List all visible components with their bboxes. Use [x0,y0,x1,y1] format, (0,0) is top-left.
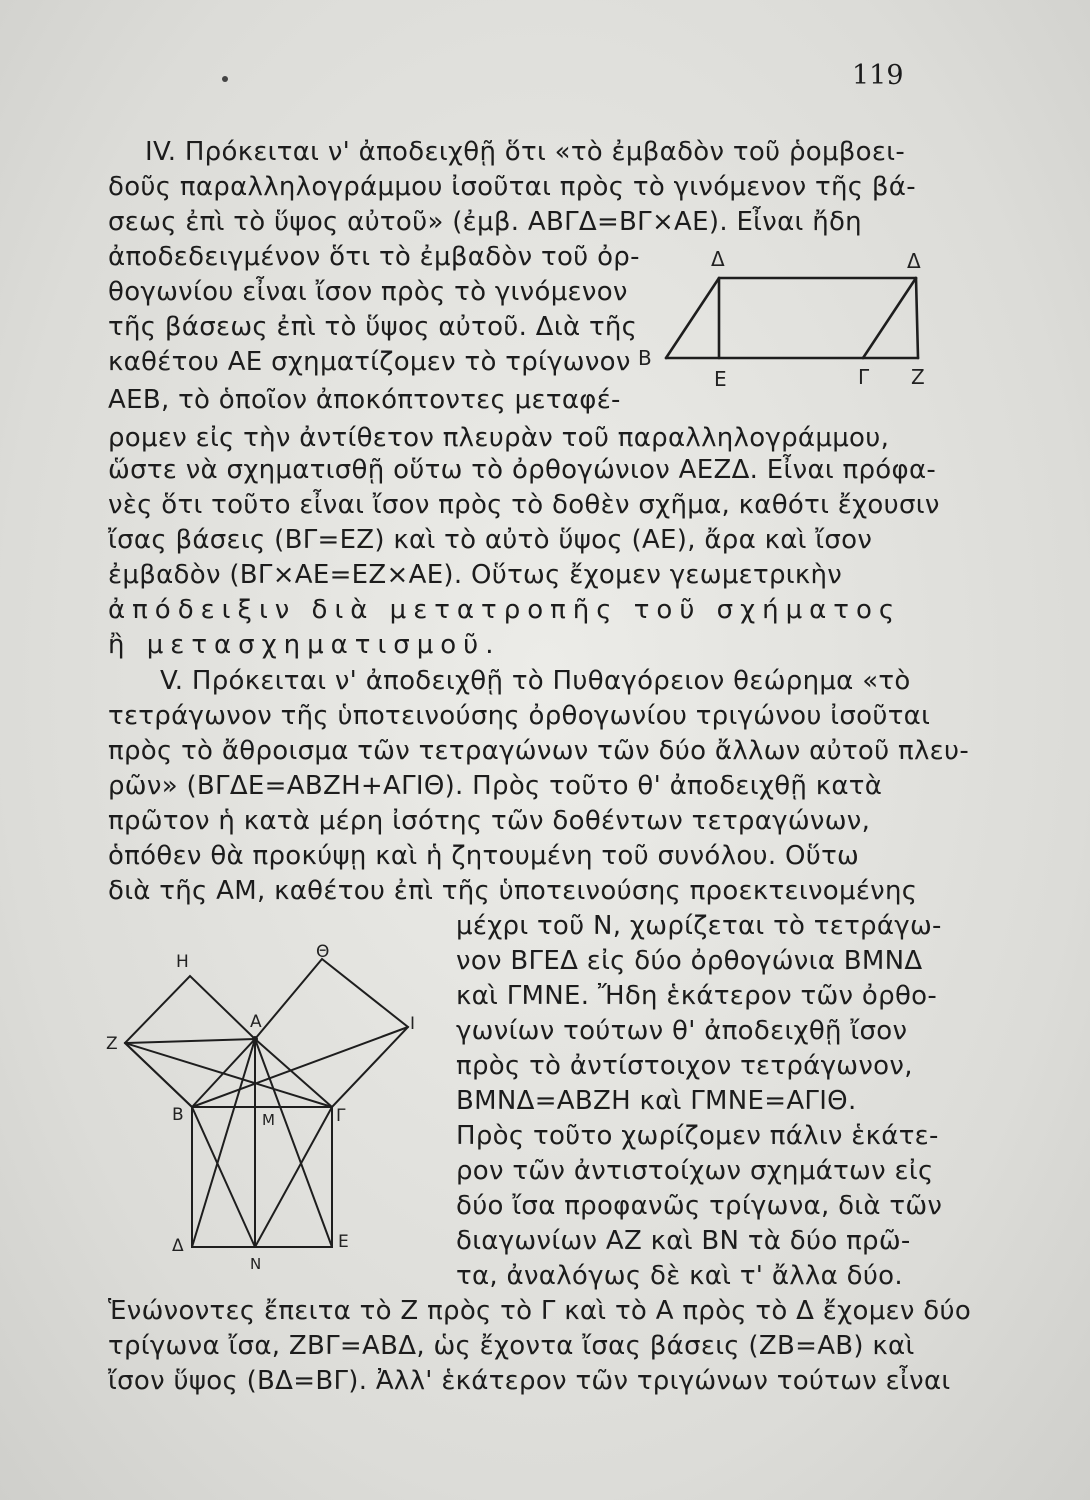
line-ad [192,1039,255,1247]
text-line-8: ΑΕΒ, τὸ ὁποῖον ἀποκόπτοντες μεταφέ- [108,385,621,415]
fig1-label-g: Γ [858,365,870,389]
text-line-4: ἀποδεδειγμένον ὅτι τὸ ἐμβαδὸν τοῦ ὀρ- [108,242,640,272]
line-zg [125,1043,332,1107]
text-line-36: ἴσον ὕψος (ΒΔ=ΒΓ). Ἀλλ' ἑκάτερον τῶν τριγώνων τούτων εἶναι [108,1366,951,1396]
fig2-label-i: Ι [410,1014,416,1034]
fig2-label-d: Δ [172,1236,184,1256]
fig1-label-z: Ζ [911,365,925,389]
fig1-label-b: Β [638,346,652,370]
line-az [125,1039,255,1043]
parallelogram-figure [630,240,960,400]
parallelogram-side-dg [863,278,916,358]
square-agith [255,959,408,1107]
text-line-23: μέχρι τοῦ Ν, χωρίζεται τὸ τετράγω- [456,911,942,941]
text-line-10: ὥστε νὰ σχηματισθῇ οὕτω τὸ ὀρθογώνιον ΑΕΖΔ. Εἶναι πρόφα- [108,455,937,485]
text-line-17: τετράγωνον τῆς ὑποτεινούσης ὀρθογωνίου τριγώνου ἰσοῦται [108,701,931,731]
text-line-18: πρὸς τὸ ἄθροισμα τῶν τετραγώνων τῶν δύο ἄλλων αὐτοῦ πλευ- [108,736,970,766]
fig2-label-h: Η [176,952,189,972]
text-line-3: σεως ἐπὶ τὸ ὕψος αὐτοῦ» (ἐμβ. ΑΒΓΔ=ΒΓ×ΑΕ). Εἶναι ἤδη [108,207,862,237]
text-line-1: IV. Πρόκειται ν' ἀποδειχθῇ ὅτι «τὸ ἐμβαδὸν τοῦ ῥομβοει- [145,137,906,167]
text-line-35: τρίγωνα ἴσα, ΖΒΓ=ΑΒΔ, ὡς ἔχοντα ἴσας βάσεις (ΖΒ=ΑΒ) καὶ [108,1331,915,1361]
point-a [252,1036,258,1042]
fig2-label-e: Ε [338,1232,349,1252]
text-line-29: Πρὸς τοῦτο χωρίζομεν πάλιν ἑκάτε- [456,1121,939,1151]
text-line-13: ἐμβαδὸν (ΒΓ×ΑΕ=ΕΖ×ΑΕ). Οὕτως ἔχομεν γεωμετρικὴν [108,560,843,590]
pythagorean-figure [100,935,440,1275]
text-line-14: ἀπόδειξιν διὰ μετατροπῆς τοῦ σχήματος [108,595,902,625]
text-line-21: ὁπόθεν θὰ προκύψῃ καὶ ἡ ζητουμένη τοῦ συνόλου. Οὕτω [108,841,860,871]
fig1-label-e: Ε [714,367,727,391]
text-line-33: τα, ἀναλόγως δὲ καὶ τ' ἄλλα δύο. [456,1261,903,1291]
text-line-22: διὰ τῆς ΑΜ, καθέτου ἐπὶ τῆς ὑποτεινούσης προεκτεινομένης [108,876,918,906]
text-line-28: ΒΜΝΔ=ΑΒΖΗ καὶ ΓΜΝΕ=ΑΓΙΘ. [456,1086,857,1116]
fig2-label-z: Ζ [106,1034,118,1054]
text-line-31: δύο ἴσα προφανῶς τρίγωνα, διὰ τῶν [456,1191,943,1221]
text-line-12: ἴσας βάσεις (ΒΓ=ΕΖ) καὶ τὸ αὐτὸ ὕψος (ΑΕ), ἄρα καὶ ἴσον [108,525,873,555]
line-bn [192,1107,255,1247]
text-line-5: θογωνίου εἶναι ἴσον πρὸς τὸ γινόμενον [108,277,628,307]
text-line-34: Ἑνώνοντες ἔπειτα τὸ Ζ πρὸς τὸ Γ καὶ τὸ Α πρὸς τὸ Δ ἔχομεν δύο [108,1296,972,1326]
fig2-label-a: Α [250,1012,262,1032]
text-line-11: νὲς ὅτι τοῦτο εἶναι ἴσον πρὸς τὸ δοθὲν σχῆμα, καθότι ἔχουσιν [108,490,940,520]
text-line-26: γωνίων τούτων θ' ἀποδειχθῇ ἴσον [456,1016,908,1046]
fig2-label-th: Θ [316,942,330,962]
parallelogram-side-ab [666,278,719,358]
text-line-27: πρὸς τὸ ἀντίστοιχον τετράγωνον, [456,1051,913,1081]
text-line-2: δοῦς παραλληλογράμμου ἰσοῦται πρὸς τὸ γινόμενον τῆς βά- [108,172,916,202]
text-line-30: ρον τῶν ἀντιστοίχων σχημάτων εἰς [456,1156,934,1186]
text-line-9: ρομεν εἰς τὴν ἀντίθετον πλευρὰν τοῦ παραλληλογράμμου, [108,423,890,453]
rectangle-side-dz [916,278,918,358]
fig2-label-b: Β [172,1105,184,1125]
text-line-25: καὶ ΓΜΝΕ. Ἤδη ἑκάτερον τῶν ὀρθο- [456,981,938,1011]
text-line-19: ρῶν» (ΒΓΔΕ=ΑΒΖΗ+ΑΓΙΘ). Πρὸς τοῦτο θ' ἀποδειχθῇ κατὰ [108,771,883,801]
fig1-label-d1: Δ [711,247,725,271]
fig1-label-d2: Δ [907,249,921,273]
text-line-6: τῆς βάσεως ἐπὶ τὸ ὕψος αὐτοῦ. Διὰ τῆς [108,312,638,342]
ink-dot [222,76,228,82]
text-line-32: διαγωνίων ΑΖ καὶ ΒΝ τὰ δύο πρῶ- [456,1226,911,1256]
page-number: 119 [852,60,904,91]
text-line-15: ἢ μετασχηματισμοῦ. [108,630,501,660]
fig2-label-m: Μ [262,1111,275,1129]
text-line-24: νον ΒΓΕΔ εἰς δύο ὀρθογώνια ΒΜΝΔ [456,946,923,976]
text-line-16: V. Πρόκειται ν' ἀποδειχθῇ τὸ Πυθαγόρειον θεώρημα «τὸ [160,666,911,696]
text-line-20: πρῶτον ἡ κατὰ μέρη ἰσότης τῶν δοθέντων τετραγώνων, [108,806,871,836]
fig2-label-n: Ν [250,1255,262,1273]
text-line-7: καθέτου ΑΕ σχηματίζομεν τὸ τρίγωνον [108,347,631,377]
fig2-label-g: Γ [336,1106,346,1126]
